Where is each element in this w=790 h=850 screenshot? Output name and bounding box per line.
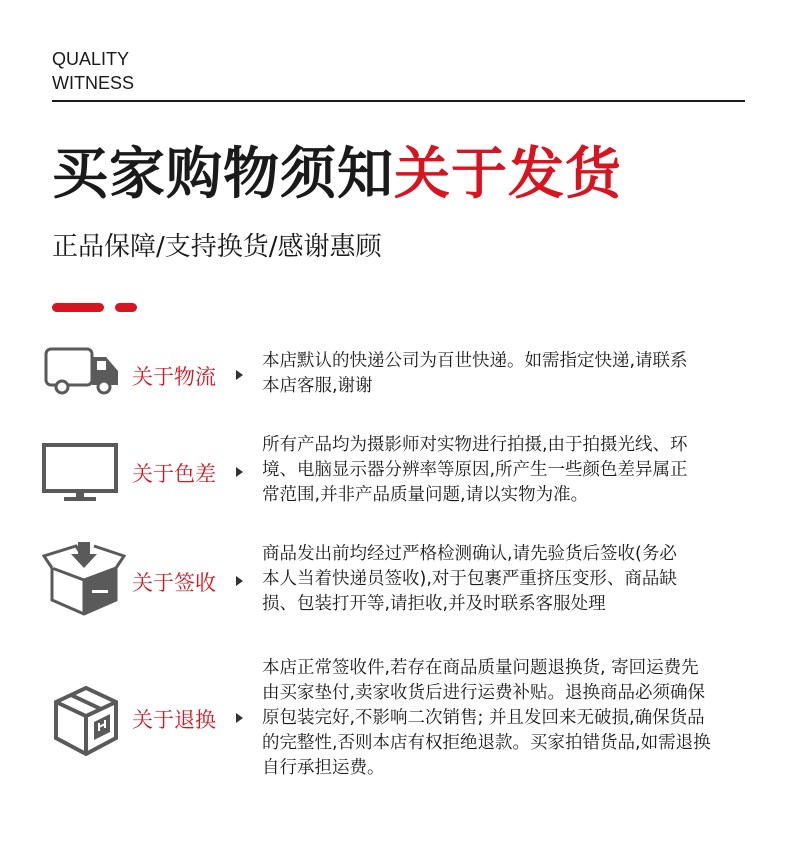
return-box-icon	[50, 682, 122, 760]
notice-item-color	[40, 431, 760, 511]
text-line: 本店客服,谢谢	[262, 376, 373, 396]
notice-item-logistics	[40, 343, 760, 407]
notice-item-returns-label: 关于退换	[132, 708, 216, 732]
page-subtitle: 正品保障/支持换货/感谢惠顾	[52, 232, 382, 262]
text-line: 本店默认的快递公司为百世快递。如需指定快递,请联系	[262, 351, 688, 371]
text-line: 损、包装打开等,请拒收,并及时联系客服处理	[262, 594, 606, 614]
notice-item-receipt	[40, 540, 760, 625]
notice-item-logistics-text	[262, 349, 762, 399]
text-line: 所有产品均为摄影师对实物进行拍摄,由于拍摄光线、环	[262, 435, 688, 455]
accent-bar-long	[52, 303, 104, 312]
accent-bar-short	[115, 303, 137, 312]
page-title-highlight: 关于发货	[394, 142, 622, 207]
notice-item-returns-text	[262, 656, 782, 781]
delivery-truck-icon	[44, 343, 124, 403]
text-line: 本店正常签收件,若存在商品质量问题退换货, 寄回运费先	[262, 658, 699, 678]
arrow-right-icon	[236, 713, 243, 723]
notice-item-logistics-label: 关于物流	[132, 365, 216, 389]
notice-item-color-label: 关于色差	[132, 462, 216, 486]
text-line: 由买家垫付,卖家收货后进行运费补贴。退换商品必须确保	[262, 683, 706, 703]
text-line: 商品发出前均经过严格检测确认,请先验货后签收(务必	[262, 544, 677, 564]
brand-logo-text	[52, 47, 134, 95]
text-line: 自行承担运费。	[262, 758, 385, 778]
header-divider	[52, 100, 745, 102]
package-receive-icon	[42, 540, 126, 618]
text-line: 本人当着快递员签收),对于包裹严重挤压变形、商品缺	[262, 569, 677, 589]
notice-item-color-text	[262, 433, 762, 508]
arrow-right-icon	[236, 467, 243, 477]
notice-item-returns	[40, 656, 760, 786]
brand-line-2: WITNESS	[52, 73, 135, 93]
arrow-right-icon	[236, 576, 243, 586]
page-title	[52, 135, 622, 215]
page-title-main: 买家购物须知	[52, 142, 394, 207]
notice-item-receipt-label: 关于签收	[132, 571, 216, 595]
text-line: 常范围,并非产品质量问题,请以实物为准。	[262, 485, 589, 505]
monitor-icon	[42, 443, 122, 513]
notice-item-receipt-text	[262, 542, 762, 617]
arrow-right-icon	[236, 370, 243, 380]
text-line: 的完整性,否则本店有权拒绝退款。买家拍错货品,如需退换	[262, 733, 711, 753]
text-line: 境、电脑显示器分辨率等原因,所产生一些颜色差异属正	[262, 460, 688, 480]
brand-line-1: QUALITY	[52, 49, 130, 69]
text-line: 原包装完好,不影响二次销售; 并且发回来无破损,确保货品	[262, 708, 705, 728]
